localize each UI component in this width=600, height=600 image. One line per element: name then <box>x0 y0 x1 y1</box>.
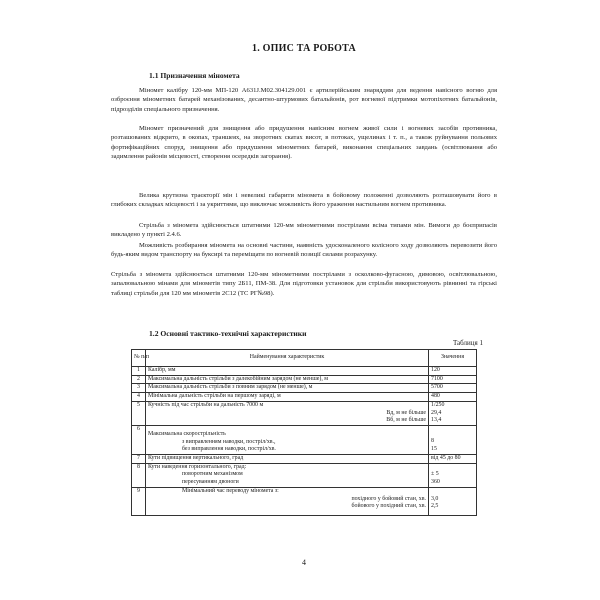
row-name: Максимальна дальність стрільби з далекобійним зарядом (не менше), м <box>146 375 429 384</box>
row-value: 120 <box>429 367 477 376</box>
table-row <box>132 463 477 487</box>
row-sub-label: пересуванням двоноги <box>182 479 239 486</box>
row-sub-label: бойового у похідний стан, хв. <box>351 503 426 510</box>
row-value: 360 <box>431 479 440 486</box>
row-name: Калібр, мм <box>146 367 429 376</box>
paragraph-6: Стрільба з мінометa здійснюється штатними 120-мм мінометними пострілами з осколково-фугасною, димовою, освітлювальною, запалювальною мінами для мінометів типу 2Б11, ПМ-38. Для підготовки установок для стрільби використовують рівнинні та гірські таблиці стрільби для 120 мм мінометів 2С12 (ТС РГ№98). <box>111 271 497 297</box>
row-value-group <box>429 425 477 454</box>
row-value: ± 5 <box>431 471 439 478</box>
row-value-group <box>429 401 477 425</box>
row-name-group <box>146 401 429 425</box>
row-num: 1 <box>132 367 146 376</box>
row-value: 1/250 <box>431 401 445 408</box>
section-title: 1. ОПИС ТА РОБОТА <box>252 43 356 54</box>
row-sub-label: поворотним механізмом <box>182 471 243 478</box>
row-num: 4 <box>132 393 146 402</box>
document-page <box>111 0 497 600</box>
paragraph-5: Можливість розбирання мінометa на основні частини, наявність удосконаленого колісного ходу дозволяють перевозити його будь-яким видом транспорту на буксирі та переміщати по вогневій позиції силами розрахунку. <box>111 242 497 259</box>
header-value: Значення <box>429 350 477 367</box>
table-row <box>132 367 477 376</box>
table-caption: Таблиця 1 <box>452 339 483 347</box>
subsection-title-purpose: 1.1 Призначення міномета <box>149 71 240 80</box>
row-value: 29,4 <box>431 409 442 416</box>
row-name-group <box>146 487 429 515</box>
row-value-group <box>429 487 477 515</box>
table-row <box>132 425 477 454</box>
subsection-title-specs: 1.2 Основні тактико-технічні характеристики <box>149 329 307 338</box>
row-value: 2,5 <box>431 503 439 510</box>
row-name: Кути підвищення вертикального, град <box>146 455 429 464</box>
row-sub-label: Вб, м не більше <box>386 417 426 424</box>
row-value-group <box>429 463 477 487</box>
specs-table <box>131 349 477 516</box>
row-sub-label: Вд, м не більше <box>386 409 426 416</box>
row-sub-label: похідного у бойовий стан, хв. <box>351 495 426 502</box>
row-value: 13,4 <box>431 417 442 424</box>
paragraph-2: Міномет призначений для знищення або придушення навісним вогнем живої сили і вогневих засобів противника, розташованих відкрито, в окопах, траншеях, на зворотних скатах висот, в потоках, ущелинах і т. п., а також руйнування польових фортифікаційних споруд, знищення або придушення мінометних батарей, виконання спеціальних завдань (освітлювання або задимлення районів місцевості, створення осередків загорання). <box>111 125 497 161</box>
row-name: Кути наведення горизонтального, град: <box>148 463 247 470</box>
header-name: Найменування характеристик <box>146 350 429 367</box>
paragraph-3: Велика крутизна траєкторії мін і невеликі габарити мінометa в бойовому положенні дозволяють розташовувати його в глибоких складках місцевості і за укриттями, що виключає можливість його ураження настильним вогнем противника. <box>111 192 497 209</box>
table-row <box>132 455 477 464</box>
row-name: Мінімальна дальність стрільби на першому заряді, м <box>146 393 429 402</box>
row-sub-label: з виправленням наводки, постріл/хв., <box>182 438 276 445</box>
row-num: 7 <box>132 455 146 464</box>
row-num: 6 <box>132 425 146 454</box>
row-name: Мінімальний час переводу мінометa з: <box>182 487 279 494</box>
row-num: 5 <box>132 401 146 425</box>
row-num: 9 <box>132 487 146 515</box>
row-value: від 45 до 80 <box>429 455 477 464</box>
page-number: 4 <box>302 558 306 567</box>
table-row <box>132 401 477 425</box>
row-num: 2 <box>132 375 146 384</box>
row-value: 8 <box>431 437 434 444</box>
row-sub-label: без виправлення наводки, постріл/хв. <box>182 446 276 453</box>
table-row <box>132 393 477 402</box>
row-name-group <box>146 463 429 487</box>
row-value: 15 <box>431 445 437 452</box>
table-row <box>132 487 477 515</box>
row-name: Максимальна дальність стрільби з повним зарядом (не менше), м <box>146 384 429 393</box>
row-num: 8 <box>132 463 146 487</box>
row-value: 3,0 <box>431 495 439 502</box>
header-num: № п/п <box>132 350 146 367</box>
table-row <box>132 375 477 384</box>
row-value: 480 <box>429 393 477 402</box>
table-header-row <box>132 350 477 367</box>
paragraph-1: Міномет калібру 120-мм МП-120 А631J.М02.304129.001 є артилерійським знаряддям для ведення навісного вогню для озброєння мінометних батарей механізованих, десантно-штурмових батальйонів, рот вогневої підтримки мотопіхотних батальйонів, підрозділів спеціального призначення. <box>111 87 497 113</box>
row-value: 7100 <box>429 375 477 384</box>
row-num: 3 <box>132 384 146 393</box>
table-row <box>132 384 477 393</box>
paragraph-4: Стрільба з мінометa здійснюється штатними 120-мм мінометними пострілами всіма типами мін. Вимоги до боєприпасів викладено у пункті 2.4.6. <box>111 222 497 239</box>
row-name: Кучність під час стрільби на дальність 7000 м <box>148 401 264 408</box>
row-name: Максимальна скорострільність <box>148 430 226 437</box>
row-value: 5700 <box>429 384 477 393</box>
row-name-group <box>146 425 429 454</box>
